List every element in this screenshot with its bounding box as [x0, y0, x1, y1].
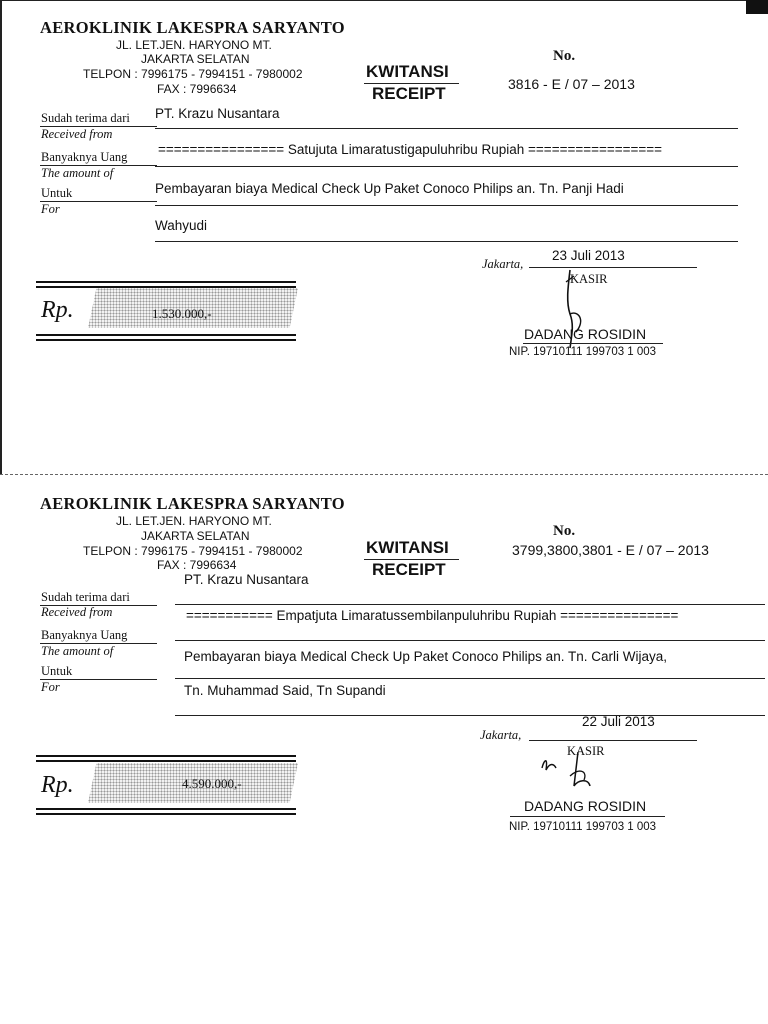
company-name: AEROKLINIK LAKESPRA SARYANTO	[40, 18, 345, 37]
received-from-label-en: Received from	[41, 127, 113, 141]
receipt-date: 23 Juli 2013	[552, 248, 625, 263]
received-from-value: PT. Krazu Nusantara	[184, 572, 309, 587]
cashier-title: KASIR	[570, 272, 608, 286]
place-label: Jakarta,	[482, 257, 524, 271]
title-kwitansi: KWITANSI	[366, 538, 449, 557]
field-line	[155, 166, 738, 167]
for-label-en: For	[41, 202, 60, 216]
amount-bottom-rule	[36, 334, 296, 341]
address-city: JAKARTA SELATAN	[141, 52, 250, 66]
amount-bottom-rule	[36, 808, 296, 815]
amount-figure: 1.530.000,-	[152, 306, 212, 321]
field-line	[175, 640, 765, 641]
purpose-line-1: Pembayaran biaya Medical Check Up Paket Conoco Philips an. Tn. Panji Hadi	[155, 181, 624, 196]
received-from-label: Sudah terima dari	[41, 111, 130, 125]
cashier-nip: NIP. 19710111 199703 1 003	[509, 346, 657, 358]
date-line	[529, 740, 697, 741]
received-from-label: Sudah terima dari	[41, 590, 130, 604]
amount-top-rule	[36, 755, 296, 762]
rp-label: Rp.	[41, 297, 74, 323]
purpose-line-1: Pembayaran biaya Medical Check Up Paket Conoco Philips an. Tn. Carli Wijaya,	[184, 649, 667, 664]
receipt-1	[0, 0, 768, 500]
amount-top-rule	[36, 281, 296, 288]
field-line	[155, 128, 738, 129]
receipt-number: 3816 - E / 07 – 2013	[508, 76, 635, 92]
title-kwitansi: KWITANSI	[366, 62, 449, 81]
cashier-title: KASIR	[567, 744, 605, 758]
for-label-en: For	[41, 680, 60, 694]
address-street: JL. LET.JEN. HARYONO MT.	[116, 514, 272, 528]
phone-numbers: TELPON : 7996175 - 7994151 - 7980002	[83, 67, 303, 81]
rp-label: Rp.	[41, 772, 74, 798]
title-receipt: RECEIPT	[372, 560, 446, 579]
receipt-date: 22 Juli 2013	[582, 714, 655, 729]
signature-line	[510, 816, 665, 817]
cashier-name: DADANG ROSIDIN	[524, 798, 647, 814]
receipt-2	[0, 478, 768, 978]
field-line	[175, 604, 765, 605]
field-line	[155, 241, 738, 242]
number-label: No.	[553, 48, 576, 64]
amount-label: Banyaknya Uang	[41, 150, 128, 164]
company-name: AEROKLINIK LAKESPRA SARYANTO	[40, 494, 345, 513]
place-label: Jakarta,	[480, 728, 522, 742]
phone-numbers: TELPON : 7996175 - 7994151 - 7980002	[83, 544, 303, 558]
title-receipt: RECEIPT	[372, 84, 446, 103]
fax-number: FAX : 7996634	[157, 82, 237, 96]
purpose-line-2: Wahyudi	[155, 218, 208, 233]
signature-line	[523, 343, 663, 344]
for-label: Untuk	[41, 664, 73, 678]
amount-label: Banyaknya Uang	[41, 628, 128, 642]
amount-in-words: ================ Satujuta Limaratustigapuluhribu Rupiah =================	[158, 142, 663, 157]
cashier-name: DADANG ROSIDIN	[524, 326, 647, 342]
address-city: JAKARTA SELATAN	[141, 529, 250, 543]
amount-figure: 4.590.000,-	[182, 776, 242, 791]
field-line	[175, 715, 765, 716]
fax-number: FAX : 7996634	[157, 558, 237, 572]
field-line	[155, 205, 738, 206]
cashier-signature	[530, 746, 610, 796]
for-label: Untuk	[41, 186, 73, 200]
number-label: No.	[553, 523, 576, 539]
received-from-label-en: Received from	[41, 605, 113, 619]
cashier-nip: NIP. 19710111 199703 1 003	[509, 821, 657, 833]
amount-label-en: The amount of	[41, 644, 114, 658]
receipt-number: 3799,3800,3801 - E / 07 – 2013	[512, 542, 709, 558]
amount-in-words: =========== Empatjuta Limaratussembilanpuluhribu Rupiah ===============	[186, 608, 679, 623]
received-from-value: PT. Krazu Nusantara	[155, 106, 280, 121]
purpose-line-2: Tn. Muhammad Said, Tn Supandi	[184, 683, 386, 698]
amount-label-en: The amount of	[41, 166, 114, 180]
field-line	[175, 678, 765, 679]
address-street: JL. LET.JEN. HARYONO MT.	[116, 38, 272, 52]
